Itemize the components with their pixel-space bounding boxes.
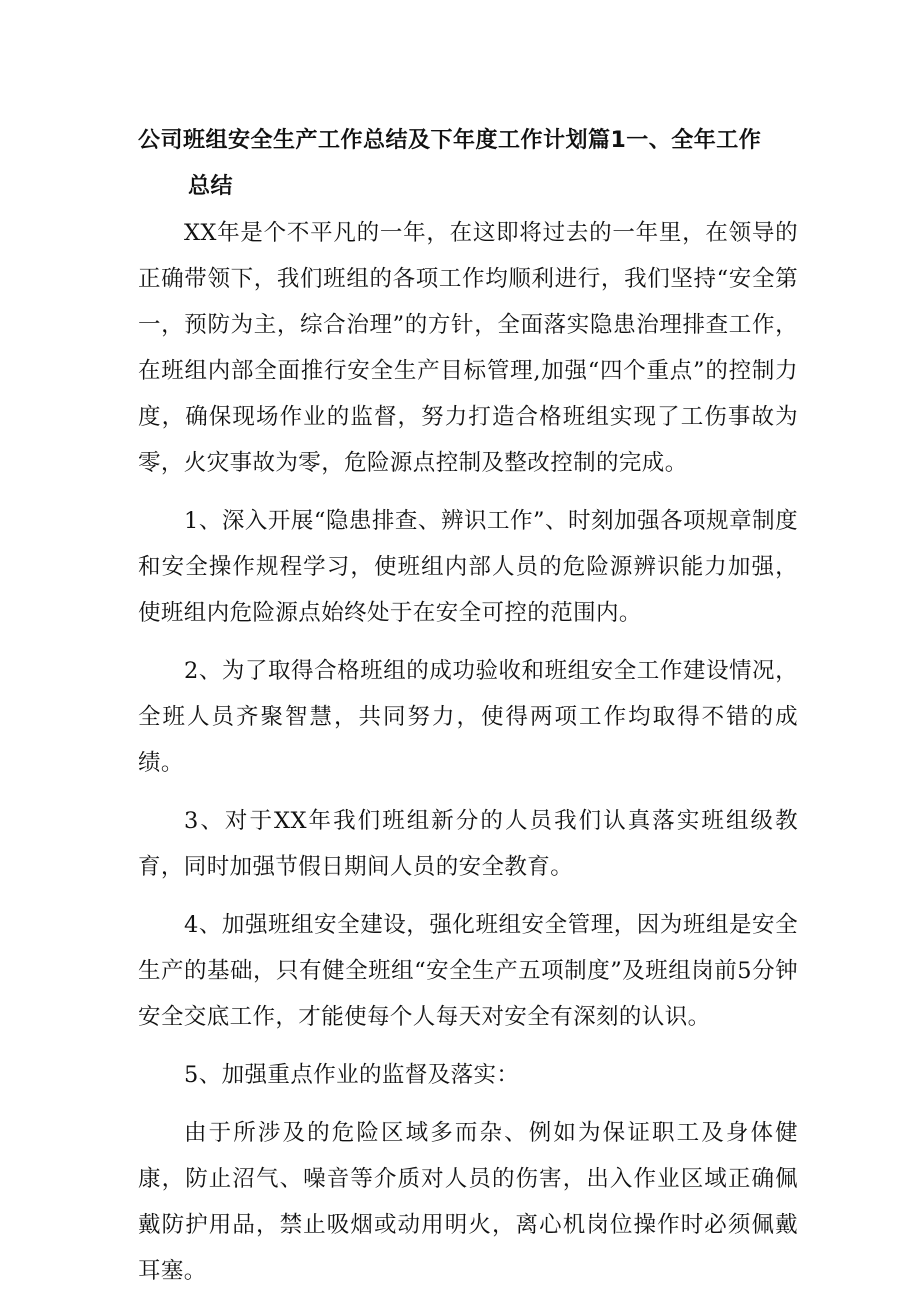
title-line-1: 公司班组安全生产工作总结及下年度工作计划篇1一、全年工作 <box>138 128 762 153</box>
paragraph-item-4: 4、加强班组安全建设，强化班组安全管理，因为班组是安全生产的基础，只有健全班组“安全生产五项制度”及班组岗前5分钟安全交底工作，才能使每个人每天对安全有深刻的认识。 <box>138 912 798 1030</box>
document-body <box>138 118 798 1294</box>
title-line-2: 总结 <box>188 174 234 199</box>
paragraph-item-2: 2、为了取得合格班组的成功验收和班组安全工作建设情况，全班人员齐聚智慧，共同努力，使得两项工作均取得不错的成绩。 <box>138 658 798 776</box>
paragraph-item-5-detail: 由于所涉及的危险区域多而杂、例如为保证职工及身体健康，防止沼气、噪音等介质对人员的伤害，出入作业区域正确佩戴防护用品，禁止吸烟或动用明火，离心机岗位操作时必须佩戴耳塞。 <box>138 1120 798 1284</box>
paragraph-item-1: 1、深入开展“隐患排查、辨识工作”、时刻加强各项规章制度和安全操作规程学习，使班组内部人员的危险源辨识能力加强，使班组内危险源点始终处于在安全可控的范围内。 <box>138 508 798 626</box>
document-title <box>138 118 798 210</box>
paragraph-intro: XX年是个不平凡的一年，在这即将过去的一年里，在领导的正确带领下，我们班组的各项工作均顺利进行，我们坚持“安全第一，预防为主，综合治理”的方针，全面落实隐患治理排查工作，在班组内部全面推行安全生产目标管理,加强“四个重点”的控制力度，确保现场作业的监督，努力打造合格班组实现了工伤事故为零，火灾事故为零，危险源点控制及整改控制的完成。 <box>138 220 798 476</box>
paragraph-item-5: 5、加强重点作业的监督及落实： <box>184 1062 520 1088</box>
paragraph-item-3: 3、对于XX年我们班组新分的人员我们认真落实班组级教育，同时加强节假日期间人员的安全教育。 <box>138 808 798 880</box>
